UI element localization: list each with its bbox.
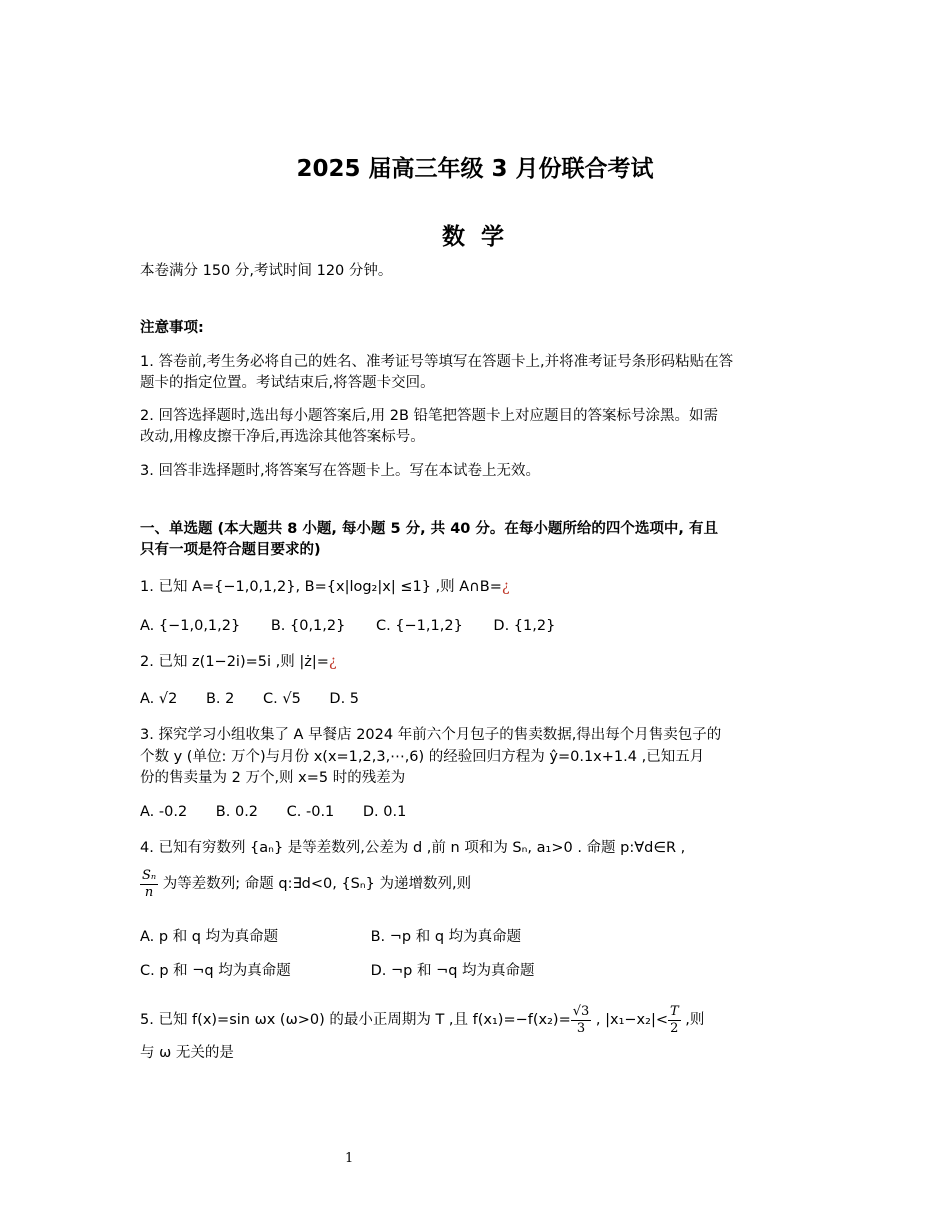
question-3-line: 3. 探究学习小组收集了 A 早餐店 2024 年前六个月包子的售卖数据,得出每个月售卖包子的 <box>140 727 722 743</box>
fraction-sn-over-n <box>140 868 158 901</box>
question-1-options <box>140 616 810 637</box>
option-c: C. -0.1 <box>286 804 335 820</box>
exam-title: 2025 届高三年级 3 月份联合考试 <box>296 156 654 182</box>
question-5-part: 5. 已知 f(x)=sin ωx (ω>0) 的最小正周期为 T ,且 f(x₁)=−f(x₂)= <box>140 1012 571 1028</box>
option-b: B. {0,1,2} <box>270 618 346 634</box>
option-d: D. ¬p 和 ¬q 均为真命题 <box>370 963 535 979</box>
question-5-part: , |x₁−x₂|< <box>591 1012 668 1028</box>
option-d: D. 5 <box>329 691 360 707</box>
notice-item: 3. 回答非选择题时,将答案写在答题卡上。写在本试卷上无效。 <box>140 463 541 479</box>
garbled-mark: ¿ <box>328 654 337 670</box>
question-4-options-row1 <box>140 927 810 948</box>
notice-heading: 注意事项: <box>140 320 204 336</box>
question-2-options <box>140 689 810 710</box>
question-stem: 2. 已知 z(1−2i)=5i ,则 |ż|= <box>140 654 329 670</box>
fraction-denominator: 3 <box>576 1020 586 1036</box>
fraction-denominator: 2 <box>670 1020 679 1036</box>
option-b: B. 0.2 <box>215 804 259 820</box>
notice-item: 题卡的指定位置。考试结束后,将答题卡交回。 <box>140 375 435 391</box>
option-c: C. {−1,1,2} <box>375 618 463 634</box>
section-heading: 一、单选题 (本大题共 8 小题, 每小题 5 分, 共 40 分。在每小题所给的四个选项中, 有且 <box>140 521 718 537</box>
option-c: C. p 和 ¬q 均为真命题 <box>140 963 291 979</box>
fraction-sqrt3-over-3 <box>571 1004 592 1037</box>
question-stem: 1. 已知 A={−1,0,1,2}, B={x|log₂|x| ≤1} ,则 A∩B= <box>140 579 502 595</box>
page-number: 1 <box>345 1151 354 1166</box>
option-c: C. √5 <box>262 691 301 707</box>
notice-item: 1. 答卷前,考生务必将自己的姓名、准考证号等填写在答题卡上,并将准考证号条形码粘贴在答 <box>140 354 734 370</box>
question-3-options <box>140 802 810 823</box>
notice-item: 2. 回答选择题时,选出每小题答案后,用 2B 铅笔把答题卡上对应题目的答案标号涂黑。如需 <box>140 408 719 424</box>
section-heading-cont: 只有一项是符合题目要求的) <box>140 542 321 558</box>
garbled-mark: ¿ <box>501 579 510 595</box>
fraction-denominator: n <box>144 884 154 900</box>
question-5-line2: 与 ω 无关的是 <box>140 1045 234 1061</box>
question-3-line: 份的售卖量为 2 万个,则 x=5 时的残差为 <box>140 770 406 786</box>
subject-title: 数 学 <box>441 224 508 250</box>
question-5-part: ,则 <box>680 1012 705 1028</box>
option-a: A. {−1,0,1,2} <box>140 618 241 634</box>
option-d: D. {1,2} <box>493 618 556 634</box>
fraction-t-over-2 <box>668 1004 681 1037</box>
question-4-line2 <box>140 864 810 904</box>
option-b: B. 2 <box>205 691 235 707</box>
question-4-line: 4. 已知有穷数列 {aₙ} 是等差数列,公差为 d ,前 n 项和为 Sₙ, a₁>0 . 命题 p:∀d∈R , <box>140 840 686 856</box>
option-b: B. ¬p 和 q 均为真命题 <box>370 929 522 945</box>
question-1 <box>140 577 810 598</box>
option-a: A. -0.2 <box>140 804 188 820</box>
fraction-numerator: T <box>669 1003 679 1019</box>
question-2 <box>140 652 810 673</box>
option-d: D. 0.1 <box>362 804 407 820</box>
fraction-numerator: Sₙ <box>142 867 157 883</box>
option-a: A. p 和 q 均为真命题 <box>140 929 279 945</box>
question-4-options-row2 <box>140 961 810 982</box>
notice-item: 改动,用橡皮擦干净后,再选涂其他答案标号。 <box>140 429 425 445</box>
exam-meta: 本卷满分 150 分,考试时间 120 分钟。 <box>140 263 393 279</box>
question-3-line: 个数 y (单位: 万个)与月份 x(x=1,2,3,⋯,6) 的经验回归方程为 ŷ=0.1x+1.4 ,已知五月 <box>140 749 705 765</box>
question-5-line1 <box>140 1000 810 1040</box>
option-a: A. √2 <box>140 691 178 707</box>
question-4-text: 为等差数列; 命题 q:∃d<0, {Sₙ} 为递增数列,则 <box>162 876 472 892</box>
fraction-numerator: √3 <box>572 1003 590 1019</box>
